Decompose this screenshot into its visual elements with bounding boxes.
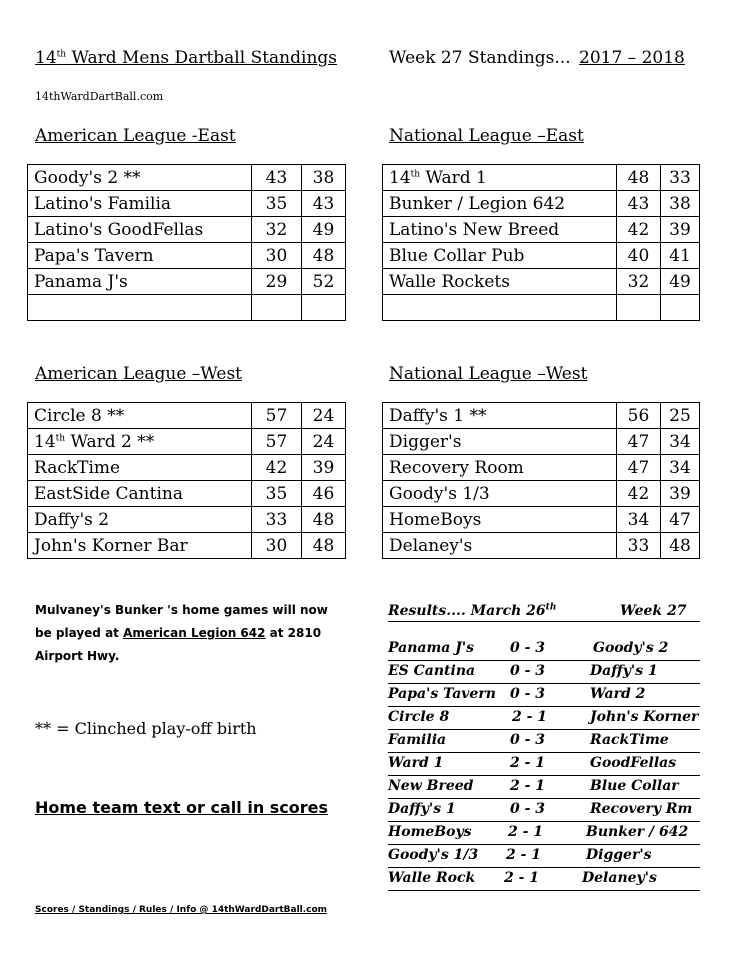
losses: 34 bbox=[661, 455, 700, 481]
team-name: RackTime bbox=[28, 455, 252, 481]
result-row bbox=[388, 684, 700, 707]
wins: 57 bbox=[252, 429, 302, 455]
wins: 30 bbox=[252, 243, 302, 269]
wins: 30 bbox=[252, 533, 302, 559]
result-row bbox=[388, 845, 700, 868]
home-team-note: Home team text or call in scores bbox=[35, 798, 329, 817]
result-row bbox=[388, 661, 700, 684]
notice-line-1: Mulvaney's Bunker 's home games will now bbox=[35, 603, 328, 617]
table-row bbox=[383, 165, 700, 191]
table-row bbox=[383, 481, 700, 507]
table-row bbox=[383, 217, 700, 243]
team-name: HomeBoys bbox=[383, 507, 617, 533]
away-team: Goody's 1/3 bbox=[388, 847, 479, 863]
losses: 52 bbox=[302, 269, 346, 295]
away-team: Papa's Tavern bbox=[388, 686, 496, 702]
team-name: Recovery Room bbox=[383, 455, 617, 481]
legion-name: American Legion 642 bbox=[123, 626, 266, 640]
losses: 43 bbox=[302, 191, 346, 217]
wins: 47 bbox=[617, 429, 661, 455]
result-row bbox=[388, 822, 700, 845]
al-west-table bbox=[27, 402, 346, 559]
home-team: GoodFellas bbox=[590, 755, 677, 771]
away-team: New Breed bbox=[388, 778, 474, 794]
team-name bbox=[28, 295, 252, 321]
website-text: 14thWardDartBall.com bbox=[35, 90, 164, 103]
wins: 42 bbox=[617, 217, 661, 243]
wins: 32 bbox=[617, 269, 661, 295]
losses: 46 bbox=[302, 481, 346, 507]
wins: 43 bbox=[252, 165, 302, 191]
away-team: Daffy's 1 bbox=[388, 801, 456, 817]
table-row bbox=[28, 191, 346, 217]
losses: 48 bbox=[302, 243, 346, 269]
table-row bbox=[383, 455, 700, 481]
home-team: Recovery Rm bbox=[590, 801, 693, 817]
team-name: Bunker / Legion 642 bbox=[383, 191, 617, 217]
score: 0 - 3 bbox=[510, 732, 546, 748]
team-name bbox=[383, 295, 617, 321]
losses: 48 bbox=[302, 507, 346, 533]
notice-line-3: Airport Hwy. bbox=[35, 649, 120, 663]
results-date: Results.... March 26th bbox=[388, 602, 557, 619]
table-row bbox=[28, 533, 346, 559]
team-name: Blue Collar Pub bbox=[383, 243, 617, 269]
losses: 24 bbox=[302, 429, 346, 455]
score: 0 - 3 bbox=[510, 640, 546, 656]
away-team: HomeBoys bbox=[388, 824, 472, 840]
losses: 25 bbox=[661, 403, 700, 429]
losses: 48 bbox=[661, 533, 700, 559]
losses: 49 bbox=[661, 269, 700, 295]
table-row bbox=[383, 507, 700, 533]
table-row bbox=[28, 243, 346, 269]
wins: 35 bbox=[252, 481, 302, 507]
clinch-legend: ** = Clinched play-off birth bbox=[35, 719, 257, 738]
wins: 40 bbox=[617, 243, 661, 269]
result-row bbox=[388, 799, 700, 822]
table-row bbox=[383, 403, 700, 429]
table-row bbox=[383, 429, 700, 455]
score: 2 - 1 bbox=[508, 824, 544, 840]
score: 2 - 1 bbox=[510, 755, 546, 771]
wins: 29 bbox=[252, 269, 302, 295]
notice-line-2: be played at American Legion 642 at 2810 bbox=[35, 626, 322, 640]
table-row bbox=[28, 269, 346, 295]
score: 0 - 3 bbox=[510, 801, 546, 817]
score: 2 - 1 bbox=[510, 778, 546, 794]
table-row bbox=[28, 481, 346, 507]
nl-east-title: National League –East bbox=[389, 126, 584, 146]
away-team: Circle 8 bbox=[388, 709, 450, 725]
team-name: Latino's GoodFellas bbox=[28, 217, 252, 243]
table-row bbox=[28, 429, 346, 455]
home-team: Blue Collar bbox=[590, 778, 679, 794]
team-name: Delaney's bbox=[383, 533, 617, 559]
wins: 47 bbox=[617, 455, 661, 481]
footer-text: Scores / Standings / Rules / Info @ 14thWardDartBall.com bbox=[35, 905, 328, 915]
al-east-table bbox=[27, 164, 346, 321]
nl-west-table bbox=[382, 402, 700, 559]
results-header bbox=[388, 601, 700, 622]
losses: 47 bbox=[661, 507, 700, 533]
losses: 33 bbox=[661, 165, 700, 191]
table-row bbox=[28, 507, 346, 533]
table-row bbox=[383, 295, 700, 321]
losses: 24 bbox=[302, 403, 346, 429]
wins: 32 bbox=[252, 217, 302, 243]
wins: 42 bbox=[617, 481, 661, 507]
week-label: Week 27 Standings... bbox=[389, 48, 571, 68]
result-row bbox=[388, 753, 700, 776]
wins: 33 bbox=[252, 507, 302, 533]
team-name: 14th Ward 1 bbox=[383, 165, 617, 191]
table-row bbox=[28, 455, 346, 481]
away-team: Familia bbox=[388, 732, 447, 748]
wins bbox=[252, 295, 302, 321]
table-row bbox=[28, 295, 346, 321]
wins: 48 bbox=[617, 165, 661, 191]
wins: 43 bbox=[617, 191, 661, 217]
team-name: Latino's Familia bbox=[28, 191, 252, 217]
wins: 33 bbox=[617, 533, 661, 559]
table-row bbox=[28, 165, 346, 191]
home-team: Ward 2 bbox=[590, 686, 646, 702]
table-row bbox=[383, 191, 700, 217]
losses: 39 bbox=[302, 455, 346, 481]
losses: 39 bbox=[661, 481, 700, 507]
losses: 49 bbox=[302, 217, 346, 243]
team-name: Walle Rockets bbox=[383, 269, 617, 295]
score: 2 - 1 bbox=[504, 870, 540, 886]
team-name: Daffy's 2 bbox=[28, 507, 252, 533]
nl-west-title: National League –West bbox=[389, 364, 588, 384]
wins: 35 bbox=[252, 191, 302, 217]
losses: 39 bbox=[661, 217, 700, 243]
result-row bbox=[388, 776, 700, 799]
team-name: 14th Ward 2 ** bbox=[28, 429, 252, 455]
losses: 38 bbox=[661, 191, 700, 217]
home-team: Goody's 2 bbox=[593, 640, 669, 656]
table-row bbox=[383, 533, 700, 559]
team-name: EastSide Cantina bbox=[28, 481, 252, 507]
team-name: Goody's 1/3 bbox=[383, 481, 617, 507]
table-row bbox=[28, 217, 346, 243]
title-number: 14 bbox=[35, 48, 57, 68]
losses: 41 bbox=[661, 243, 700, 269]
table-row bbox=[383, 243, 700, 269]
team-name: Panama J's bbox=[28, 269, 252, 295]
table-row bbox=[383, 269, 700, 295]
team-name: Digger's bbox=[383, 429, 617, 455]
wins: 56 bbox=[617, 403, 661, 429]
score: 2 - 1 bbox=[506, 847, 542, 863]
home-team: RackTime bbox=[590, 732, 669, 748]
team-name: Latino's New Breed bbox=[383, 217, 617, 243]
losses bbox=[302, 295, 346, 321]
page-title bbox=[35, 48, 337, 68]
team-name: Daffy's 1 ** bbox=[383, 403, 617, 429]
nl-east-table bbox=[382, 164, 700, 321]
away-team: Walle Rock bbox=[388, 870, 476, 886]
result-row bbox=[388, 707, 700, 730]
away-team: ES Cantina bbox=[388, 663, 476, 679]
home-team: Digger's bbox=[586, 847, 652, 863]
score: 2 - 1 bbox=[512, 709, 548, 725]
score: 0 - 3 bbox=[510, 663, 546, 679]
team-name: Papa's Tavern bbox=[28, 243, 252, 269]
team-name: Circle 8 ** bbox=[28, 403, 252, 429]
result-row bbox=[388, 730, 700, 753]
al-west-title: American League –West bbox=[35, 364, 243, 384]
wins: 57 bbox=[252, 403, 302, 429]
score: 0 - 3 bbox=[510, 686, 546, 702]
home-team: Daffy's 1 bbox=[590, 663, 658, 679]
season-label: 2017 – 2018 bbox=[579, 48, 685, 68]
team-name: John's Korner Bar bbox=[28, 533, 252, 559]
results-week: Week 27 bbox=[620, 603, 687, 619]
table-row bbox=[28, 403, 346, 429]
home-team: Bunker / 642 bbox=[586, 824, 689, 840]
losses: 48 bbox=[302, 533, 346, 559]
title-sup: th bbox=[56, 49, 67, 60]
team-name: Goody's 2 ** bbox=[28, 165, 252, 191]
wins bbox=[617, 295, 661, 321]
away-team: Panama J's bbox=[388, 640, 475, 656]
losses: 34 bbox=[661, 429, 700, 455]
result-row bbox=[388, 868, 700, 891]
result-row bbox=[388, 638, 700, 661]
al-east-title: American League -East bbox=[35, 126, 236, 146]
relocation-notice bbox=[35, 599, 365, 668]
losses: 38 bbox=[302, 165, 346, 191]
home-team: Delaney's bbox=[582, 870, 657, 886]
home-team: John's Korner bbox=[590, 709, 699, 725]
away-team: Ward 1 bbox=[388, 755, 444, 771]
wins: 42 bbox=[252, 455, 302, 481]
wins: 34 bbox=[617, 507, 661, 533]
losses bbox=[661, 295, 700, 321]
title-text: Ward Mens Dartball Standings bbox=[66, 48, 338, 68]
